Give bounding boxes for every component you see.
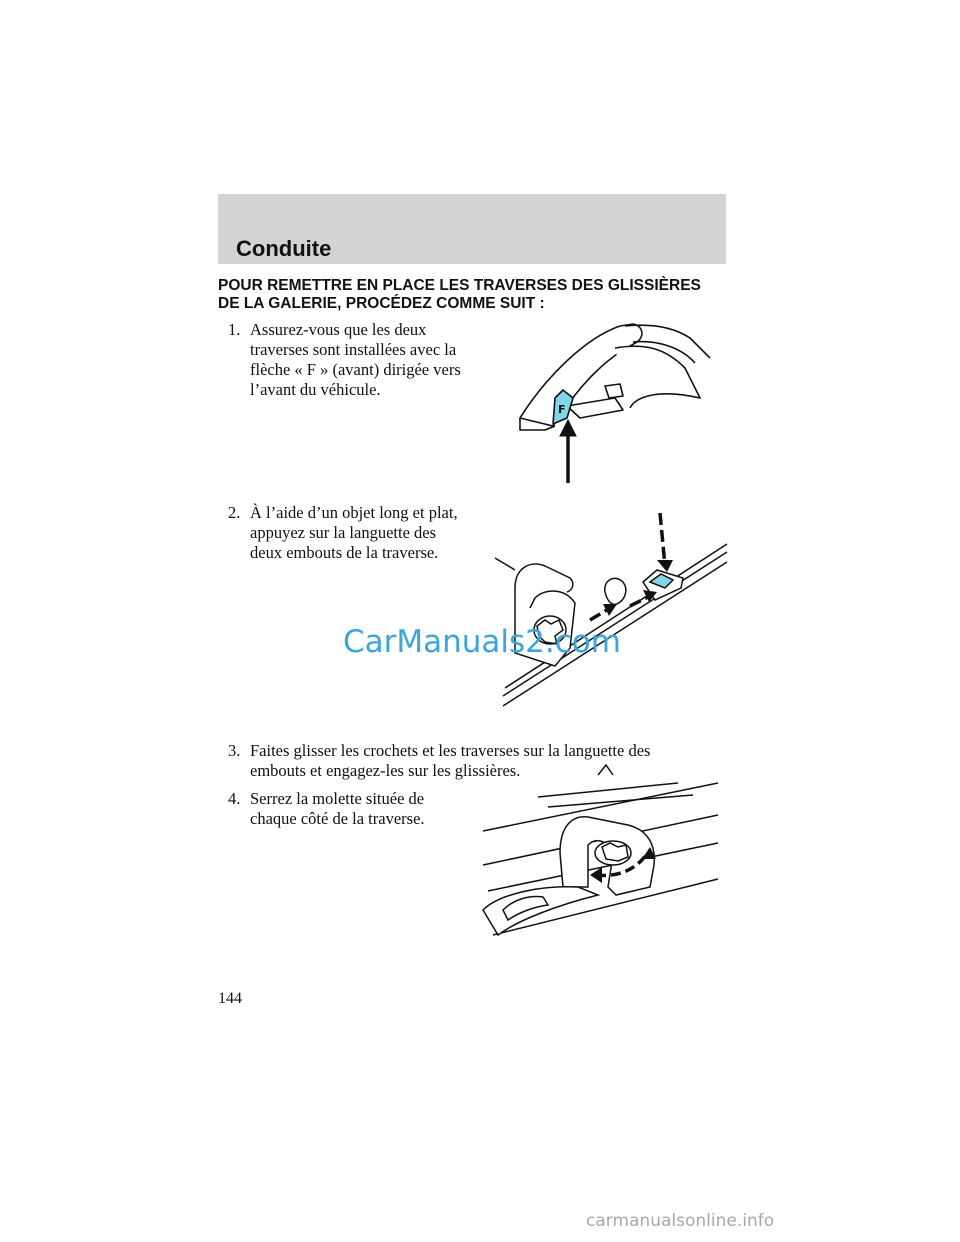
heading-line-1: POUR REMETTRE EN PLACE LES TRAVERSES DES GLISSIÈRES bbox=[218, 277, 701, 294]
step-text-line: Faites glisser les crochets et les traverses sur la languette des bbox=[250, 741, 651, 760]
step-text-line: flèche « F » (avant) dirigée vers bbox=[250, 360, 461, 379]
step-text-line: traverses sont installées avec la bbox=[250, 340, 457, 359]
step-text-line: À l’aide d’un objet long et plat, bbox=[250, 503, 458, 522]
figure-crossbar-knob bbox=[478, 755, 728, 945]
figure-crossbar-tongue bbox=[475, 508, 730, 708]
step-text-line: appuyez sur la languette des bbox=[250, 523, 437, 542]
step-4 bbox=[228, 789, 425, 829]
step-1 bbox=[228, 320, 461, 400]
step-number: 1. bbox=[228, 320, 241, 339]
step-text-line: embouts et engagez-les sur les glissières. bbox=[250, 761, 521, 780]
step-number: 3. bbox=[228, 741, 241, 760]
figure-arrow-label: F bbox=[558, 403, 566, 416]
step-number: 4. bbox=[228, 789, 241, 808]
footer-watermark: carmanualsonline.info bbox=[586, 1211, 775, 1231]
step-text-line: Assurez-vous que les deux bbox=[250, 320, 427, 339]
step-number: 2. bbox=[228, 503, 241, 522]
page-number: 144 bbox=[218, 990, 242, 1007]
section-title: Conduite bbox=[236, 236, 332, 261]
step-text-line: Serrez la molette située de bbox=[250, 789, 425, 808]
site-watermark: CarManuals2.com bbox=[343, 624, 621, 660]
procedure-heading bbox=[218, 277, 738, 313]
step-2 bbox=[228, 503, 458, 563]
heading-line-2: DE LA GALERIE, PROCÉDEZ COMME SUIT : bbox=[218, 295, 545, 312]
step-text-line: deux embouts de la traverse. bbox=[250, 543, 439, 562]
step-text-line: chaque côté de la traverse. bbox=[250, 809, 425, 828]
step-text-line: l’avant du véhicule. bbox=[250, 380, 381, 399]
figure-crossbar-front-arrow bbox=[505, 318, 725, 488]
